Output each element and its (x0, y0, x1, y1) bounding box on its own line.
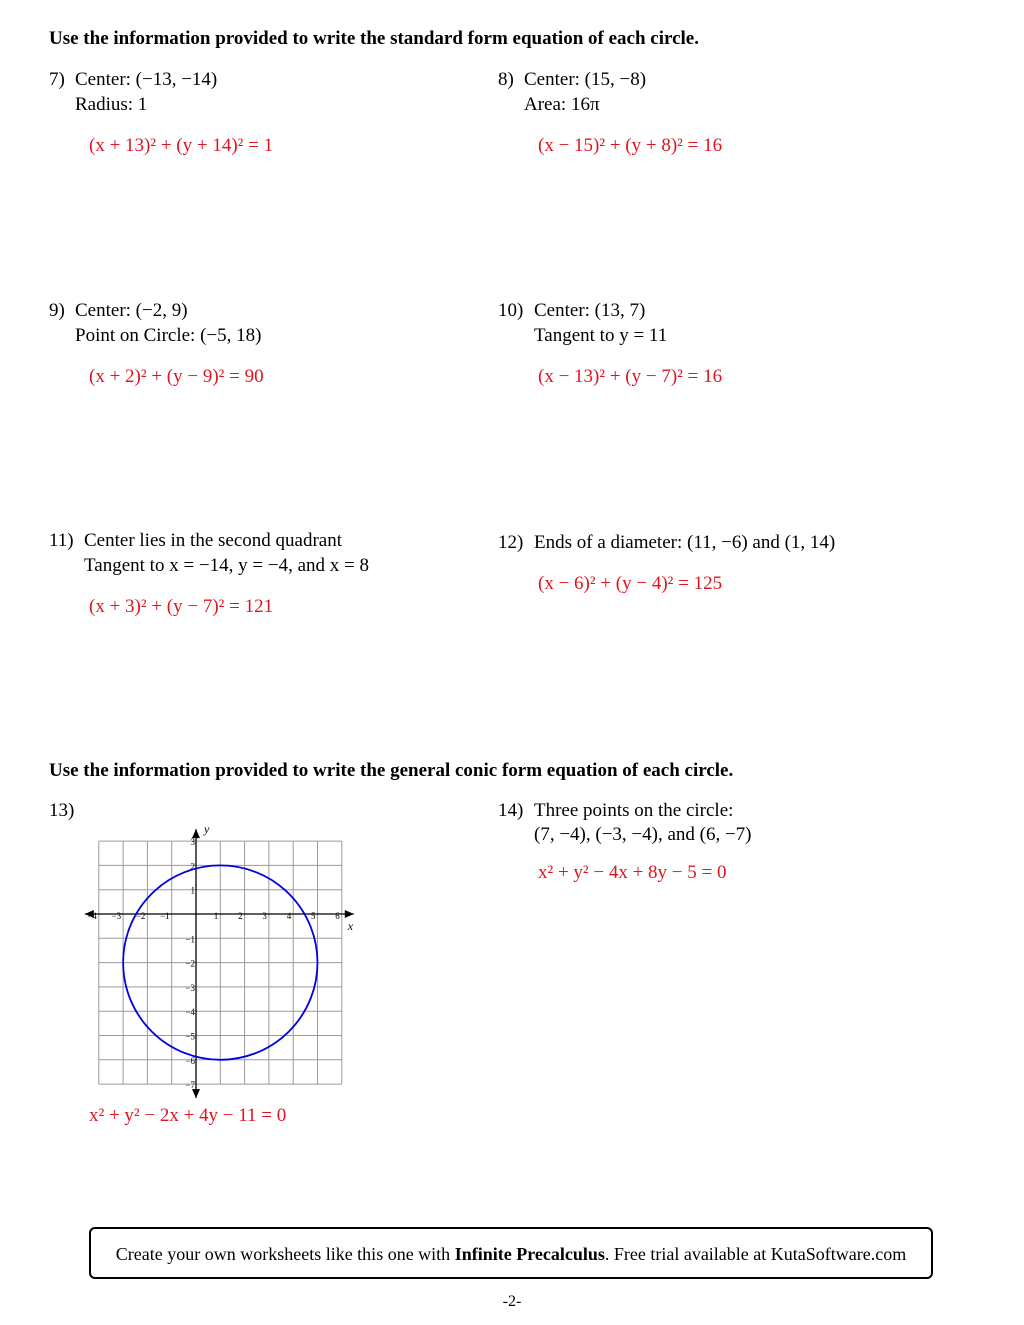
y-tick-label: 1 (190, 885, 195, 896)
problem-10-answer: (x − 13)² + (y − 7)² = 16 (538, 366, 723, 387)
graph-axes (85, 829, 354, 1098)
section-instruction-general: Use the information provided to write the general conic form equation of each circle. (49, 760, 734, 781)
problem-11-condition: Center lies in the second quadrant (84, 530, 343, 551)
problem-8-number: 8) (498, 69, 514, 90)
x-tick-label: 4 (286, 911, 292, 921)
y-tick-label: −1 (185, 934, 195, 945)
problem-10-number: 10) (498, 300, 524, 321)
y-tick-label: −5 (185, 1031, 195, 1042)
footer-text-after: . Free trial available at KutaSoftware.com (604, 1244, 907, 1264)
page-number: -2- (502, 1293, 522, 1310)
problem-7-number: 7) (49, 69, 65, 90)
problem-13-answer: x² + y² − 2x + 4y − 11 = 0 (89, 1105, 287, 1126)
y-tick-label: 2 (190, 861, 195, 872)
problem-14-number: 14) (498, 800, 524, 821)
y-tick-label: −2 (185, 958, 195, 969)
footer-banner (89, 1227, 933, 1279)
x-tick-label: 5 (311, 911, 316, 921)
problem-11-number: 11) (49, 530, 74, 551)
graph-tick-labels (87, 837, 340, 1090)
y-tick-label: −3 (185, 982, 195, 993)
x-tick-label: 3 (262, 911, 267, 921)
problem-9-point: Point on Circle: (−5, 18) (75, 325, 262, 346)
x-tick-label: 6 (335, 911, 340, 921)
problem-10-center: Center: (13, 7) (534, 300, 646, 321)
footer-product-name: Infinite Precalculus (454, 1244, 605, 1264)
footer-text-before: Create your own worksheets like this one with (115, 1244, 455, 1264)
problem-10-tangent: Tangent to y = 11 (534, 325, 668, 346)
problem-14-answer: x² + y² − 4x + 8y − 5 = 0 (538, 862, 727, 883)
y-tick-label: −7 (185, 1080, 195, 1091)
problem-11-tangents: Tangent to x = −14, y = −4, and x = 8 (84, 555, 369, 576)
problem-12-number: 12) (498, 532, 524, 553)
problem-7-radius: Radius: 1 (75, 94, 148, 115)
problem-14-points: (7, −4), (−3, −4), and (6, −7) (534, 824, 752, 845)
y-tick-label: −4 (185, 1007, 195, 1018)
problem-11-answer: (x + 3)² + (y − 7)² = 121 (89, 596, 274, 617)
problem-9-number: 9) (49, 300, 65, 321)
problem-8-area: Area: 16π (524, 94, 600, 115)
problem-8-answer: (x − 15)² + (y + 8)² = 16 (538, 135, 723, 156)
y-axis-arrow-down (192, 1089, 200, 1098)
problem-7-center: Center: (−13, −14) (75, 69, 218, 90)
problem-13-number: 13) (49, 800, 75, 821)
problem-8-center: Center: (15, −8) (524, 69, 647, 90)
y-axis-label: y (204, 822, 210, 837)
x-tick-label: −3 (111, 911, 122, 921)
problem-14-condition: Three points on the circle: (534, 800, 734, 821)
footer-text (91, 1244, 931, 1265)
graph-grid (99, 841, 342, 1084)
x-tick-label: 1 (213, 911, 219, 921)
x-axis-arrow-right (345, 910, 354, 918)
x-tick-label: −2 (135, 911, 146, 921)
problem-9-answer: (x + 2)² + (y − 9)² = 90 (89, 366, 264, 387)
problem-12-diameter: Ends of a diameter: (11, −6) and (1, 14) (534, 532, 836, 553)
problem-12-answer: (x − 6)² + (y − 4)² = 125 (538, 573, 723, 594)
x-tick-label: −1 (160, 911, 170, 921)
x-tick-label: 2 (238, 911, 243, 921)
x-tick-label: −4 (87, 911, 97, 921)
coordinate-graph (80, 808, 370, 1098)
problem-9-center: Center: (−2, 9) (75, 300, 188, 321)
x-axis-label: x (347, 919, 354, 933)
y-tick-label: 3 (190, 837, 195, 848)
y-tick-label: −6 (185, 1055, 195, 1066)
section-instruction-standard: Use the information provided to write the standard form equation of each circle. (49, 28, 699, 49)
problem-7-answer: (x + 13)² + (y + 14)² = 1 (89, 135, 274, 156)
